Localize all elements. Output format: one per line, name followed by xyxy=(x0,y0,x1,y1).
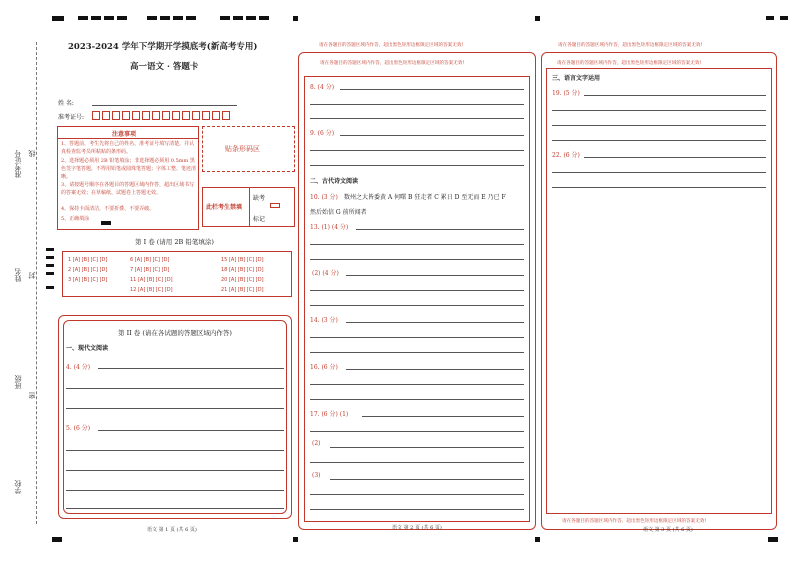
answer-line[interactable] xyxy=(552,110,766,111)
timing-mark xyxy=(173,16,183,20)
answer-line[interactable] xyxy=(346,322,524,323)
answer-line[interactable] xyxy=(330,479,524,480)
question-label: 4. (4 分) xyxy=(66,364,91,371)
timing-mark xyxy=(104,16,114,20)
timing-mark xyxy=(246,16,256,20)
question-label: 8. (4 分) xyxy=(310,84,335,91)
notice-item: 2、选择题必须用 2B 铅笔填涂；非选择题必须用 0.5mm 黑色签字笔答题，不得用铅笔或圆珠笔答题；字体工整、笔迹清晰。 xyxy=(61,158,197,180)
choice-row[interactable]: 20 [A] [B] [C] [D] xyxy=(221,277,264,283)
barcode-area: 贴条形码区 xyxy=(202,126,295,172)
name-label: 姓 名: xyxy=(58,100,74,107)
page-subtitle: 高一语文 · 答题卡 xyxy=(130,62,199,72)
timing-mark xyxy=(46,264,54,267)
area-warning: 请在各题目的答题区域内作答，超出黑色矩形边框限定区域的答案无效! xyxy=(320,61,465,66)
choice-row[interactable]: 18 [A] [B] [C] [D] xyxy=(221,267,264,273)
question-label: 5. (6 分) xyxy=(66,425,91,432)
part2-title: 第 II 卷 (请在各试题的答题区域内作答) xyxy=(118,329,232,337)
answer-line[interactable] xyxy=(310,494,524,495)
side-label-seal: 封 xyxy=(28,272,36,279)
section-heading: 三、语言文字运用 xyxy=(552,75,601,82)
answer-line[interactable] xyxy=(310,104,524,105)
answer-line[interactable] xyxy=(310,509,524,510)
question-label: 17. (6 分) (1) xyxy=(310,411,349,418)
section-heading: 一、现代文阅读 xyxy=(66,345,109,352)
notice-item: 4、保持卡面清洁，不要折叠、不要弄破。 xyxy=(61,206,155,212)
area-warning: 请在各题目的答题区域内作答，超出黑色矩形边框限定区域的答案无效! xyxy=(319,43,464,48)
area-warning: 请在各题目的答题区域内作答，超出黑色矩形边框限定区域的答案无效! xyxy=(558,43,703,48)
question-label: 13. (1) (4 分) xyxy=(310,224,349,231)
choice-row[interactable]: 7 [A] [B] [C] [D] xyxy=(130,267,170,273)
page-footer: 语文 第 3 页 (共 6 页) xyxy=(643,527,693,533)
notice-item: 3、请按题号顺序在各题目的答题区域内作答，超出区域书写的答案无效；在草稿纸、试题卷上答题无效。 xyxy=(61,182,195,196)
timing-mark xyxy=(160,16,170,20)
answer-line[interactable] xyxy=(346,369,524,370)
question-label: (2) (4 分) xyxy=(312,270,339,277)
question-label: (3) xyxy=(312,472,321,479)
answer-area xyxy=(304,76,530,522)
choice-row[interactable]: 21 [A] [B] [C] [D] xyxy=(221,287,264,293)
timing-mark xyxy=(766,16,774,20)
question-label: 9. (6 分) xyxy=(310,130,335,137)
absent-box: 此栏考生禁填 缺考 标记 xyxy=(202,187,295,227)
answer-line[interactable] xyxy=(66,490,284,491)
answer-line[interactable] xyxy=(330,447,524,448)
page-footer: 语文 第 1 页 (共 6 页) xyxy=(147,527,197,533)
choice-row[interactable]: 2 [A] [B] [C] [D] xyxy=(68,267,108,273)
answer-line[interactable] xyxy=(346,275,524,276)
area-warning: 请在各题目的答题区域内作答，超出黑色矩形边框限定区域的答案无效! xyxy=(557,61,702,66)
name-field[interactable] xyxy=(92,105,237,106)
absent-mark-box[interactable] xyxy=(270,203,280,208)
page-footer: 语文 第 2 页 (共 6 页) xyxy=(392,525,442,531)
question-label: (2) xyxy=(312,440,321,447)
timing-mark xyxy=(233,16,243,20)
question-label: 22. (6 分) xyxy=(552,152,580,159)
answer-line[interactable] xyxy=(310,352,524,353)
side-label-class: 班级 xyxy=(14,375,22,389)
question-label: 19. (5 分) xyxy=(552,90,580,97)
timing-mark xyxy=(768,537,778,542)
answer-line[interactable] xyxy=(66,470,284,471)
timing-mark xyxy=(46,256,54,259)
answer-line[interactable] xyxy=(310,290,524,291)
timing-mark xyxy=(46,286,54,289)
timing-mark xyxy=(186,16,196,20)
id-label: 准考证号: xyxy=(58,114,85,121)
question-text: 数州之大皆委黄 A 何曙 B 狂走者 C 累日 D 至无而 E 乃已 F xyxy=(344,194,506,201)
answer-line[interactable] xyxy=(362,416,524,417)
timing-mark xyxy=(535,537,540,542)
timing-mark xyxy=(220,16,230,20)
answer-line[interactable] xyxy=(310,431,524,432)
answer-area xyxy=(546,68,772,514)
binding-line xyxy=(36,42,37,524)
answer-line[interactable] xyxy=(552,172,766,173)
notice-item: 1、答题前，考生先将自己的姓名、准考证号填写清楚，并认真检查监考员所粘贴的条形码。 xyxy=(61,141,195,155)
answer-line[interactable] xyxy=(552,140,766,141)
section-heading: 二、古代诗文阅读 xyxy=(310,178,359,185)
timing-mark xyxy=(147,16,157,20)
timing-mark xyxy=(46,272,54,275)
timing-mark xyxy=(91,16,101,20)
question-label: 10. (3 分) xyxy=(310,194,338,201)
question-label: 16. (6 分) xyxy=(310,364,338,371)
answer-line[interactable] xyxy=(310,337,524,338)
side-label-close: 密 xyxy=(28,392,36,399)
answer-line[interactable] xyxy=(310,259,524,260)
answer-line[interactable] xyxy=(66,508,284,509)
side-label-name: 姓名 xyxy=(14,268,22,282)
answer-line[interactable] xyxy=(584,157,766,158)
answer-line[interactable] xyxy=(310,244,524,245)
answer-line[interactable] xyxy=(310,384,524,385)
notice-title: 注意事项 xyxy=(112,131,137,138)
timing-mark xyxy=(293,16,298,21)
answer-line[interactable] xyxy=(310,150,524,151)
answer-line[interactable] xyxy=(356,229,524,230)
answer-line[interactable] xyxy=(98,368,284,369)
answer-line[interactable] xyxy=(310,462,524,463)
answer-line[interactable] xyxy=(66,388,284,389)
notice-item: 5、正确填涂 xyxy=(61,216,90,222)
answer-line[interactable] xyxy=(66,408,284,409)
timing-mark xyxy=(117,16,127,20)
timing-mark xyxy=(259,16,269,20)
timing-mark xyxy=(52,16,64,21)
timing-mark xyxy=(78,16,88,20)
choice-row[interactable]: 15 [A] [B] [C] [D] xyxy=(221,257,264,263)
side-label-school: 学校 xyxy=(14,480,22,494)
answer-line[interactable] xyxy=(310,118,524,119)
timing-mark xyxy=(293,537,298,542)
page-title: 2023-2024 学年下学期开学摸底考(新高考专用) xyxy=(68,42,258,52)
answer-line[interactable] xyxy=(66,450,284,451)
choice-row[interactable]: 3 [A] [B] [C] [D] xyxy=(68,277,108,283)
question-text: 然后始信 G 前所闻者 xyxy=(310,209,367,216)
answer-line[interactable] xyxy=(552,187,766,188)
question-label: 14. (3 分) xyxy=(310,317,338,324)
choice-row[interactable]: 12 [A] [B] [C] [D] xyxy=(130,287,173,293)
timing-mark xyxy=(535,16,540,21)
choice-row[interactable]: 1 [A] [B] [C] [D] xyxy=(68,257,108,263)
answer-line[interactable] xyxy=(552,125,766,126)
side-label-id: 准考证号 xyxy=(14,150,22,178)
answer-line[interactable] xyxy=(340,135,524,136)
answer-line[interactable] xyxy=(310,305,524,306)
choice-row[interactable]: 11 [A] [B] [C] [D] xyxy=(130,277,173,283)
side-label-line: 线 xyxy=(28,150,36,157)
timing-mark xyxy=(780,16,788,20)
answer-line[interactable] xyxy=(98,430,284,431)
part1-title: 第 I 卷 (请用 2B 铅笔填涂) xyxy=(135,238,214,246)
filled-bubble-sample xyxy=(101,221,111,225)
answer-line[interactable] xyxy=(340,89,524,90)
timing-mark xyxy=(52,537,62,542)
answer-line[interactable] xyxy=(584,95,766,96)
choice-grid xyxy=(62,251,292,297)
choice-row[interactable]: 6 [A] [B] [C] [D] xyxy=(130,257,170,263)
notice-box xyxy=(57,126,199,230)
area-warning: 请在各题目的答题区域内作答，超出黑色矩形边框限定区域的答案无效! xyxy=(562,519,707,524)
answer-line[interactable] xyxy=(310,165,524,166)
timing-mark xyxy=(46,248,54,251)
answer-line[interactable] xyxy=(310,399,524,400)
